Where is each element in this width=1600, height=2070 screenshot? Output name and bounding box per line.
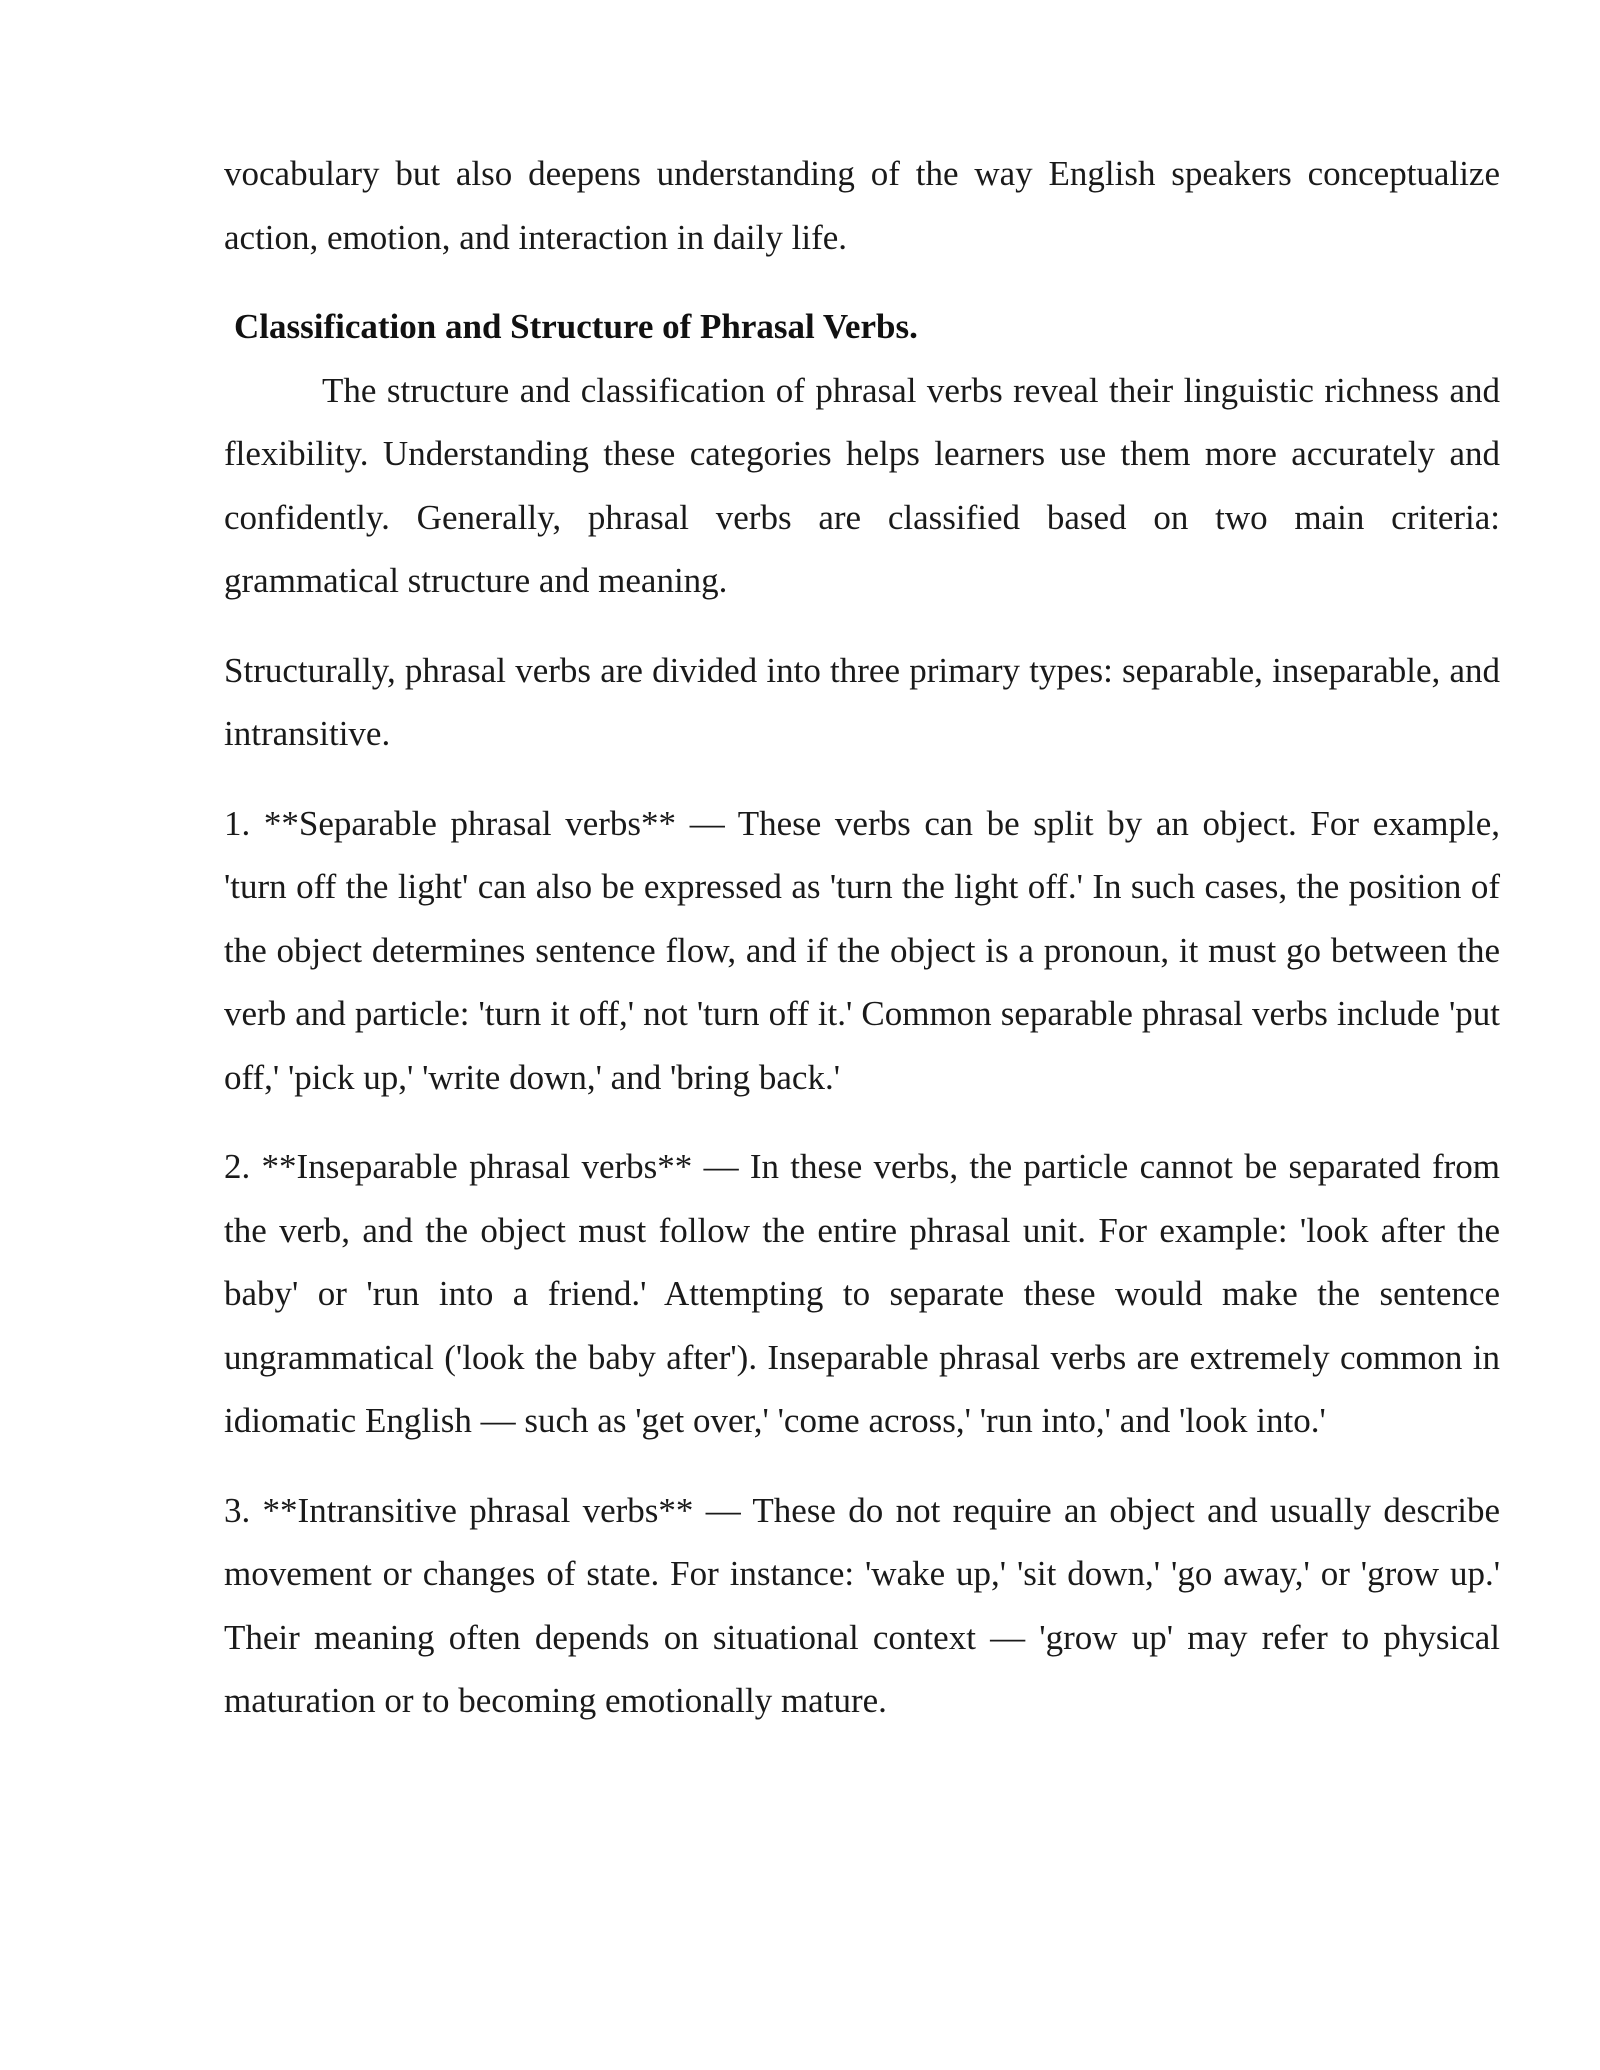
paragraph-types: Structurally, phrasal verbs are divided into three primary types: separable, inseparable, and intransitive.: [224, 650, 1500, 753]
list-item-intransitive: 3. **Intransitive phrasal verbs** — These do not require an object and usually describe movement or changes of state. For instance: 'wake up,' 'sit down,' 'go away,' or 'grow up.' Their meaning often depends on situational context — 'grow up' may refer to physical maturation or to becoming emotionally mature.: [224, 1490, 1500, 1720]
list-item-separable: 1. **Separable phrasal verbs** — These verbs can be split by an object. For example, 'turn off the light' can also be expressed as 'turn the light off.' In such cases, the position of the object determines sentence flow, and if the object is a pronoun, it must go between the verb and particle: 'turn it off,' not 'turn off it.' Common separable phrasal verbs include 'put off,' 'pick up,' 'write down,' and 'bring back.': [224, 803, 1500, 1097]
document-body: [224, 142, 1500, 1759]
paragraph-structure: The structure and classification of phrasal verbs reveal their linguistic richness and flexibility. Understanding these categories helps learners use them more accurately and confidently. Generally, phrasal verbs are classified based on two main criteria: grammatical structure and meaning.: [224, 370, 1500, 600]
section-heading: Classification and Structure of Phrasal Verbs.: [234, 307, 918, 346]
list-item-inseparable: 2. **Inseparable phrasal verbs** — In these verbs, the particle cannot be separated from the verb, and the object must follow the entire phrasal unit. For example: 'look after the baby' or 'run into a friend.' Attempting to separate these would make the sentence ungrammatical ('look the baby after'). Inseparable phrasal verbs are extremely common in idiomatic English — such as 'get over,' 'come across,' 'run into,' and 'look into.': [224, 1147, 1500, 1440]
paragraph-intro-continuation: vocabulary but also deepens understanding of the way English speakers conceptualize action, emotion, and interaction in daily life.: [224, 154, 1500, 257]
